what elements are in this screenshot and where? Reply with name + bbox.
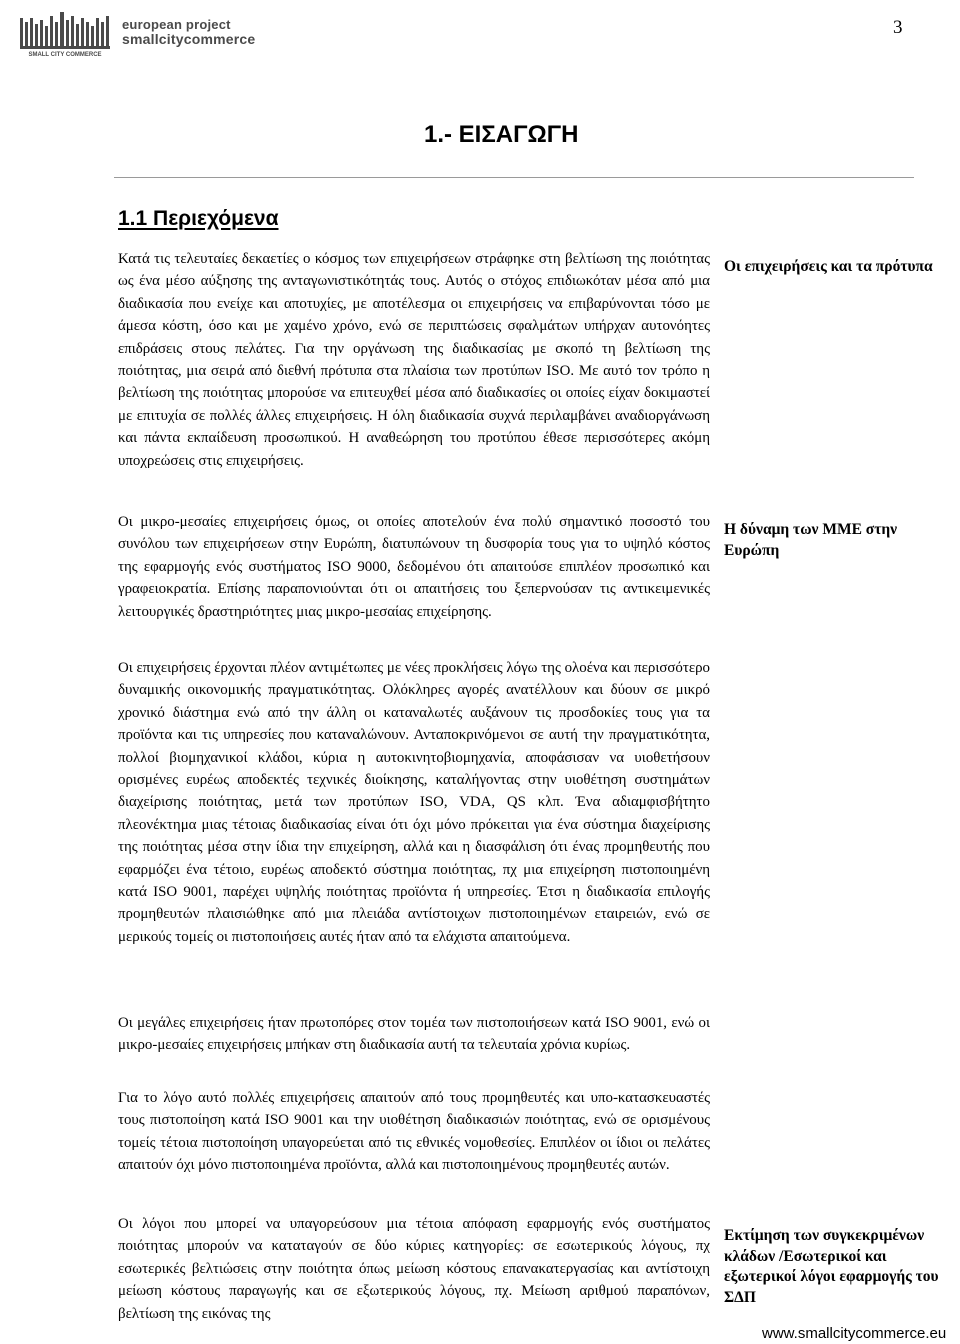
logo-line-2: smallcitycommerce	[122, 31, 256, 47]
project-logo	[20, 12, 114, 58]
logo-line-1: european project	[122, 17, 231, 32]
logo-text	[122, 17, 255, 47]
title-divider	[114, 177, 914, 178]
footer-url: www.smallcitycommerce.eu	[762, 1325, 947, 1342]
body-paragraph-3: Οι επιχειρήσεις έρχονται πλέον αντιμέτωπες με νέες προκλήσεις λόγω της ολοένα και περισσότερο δυναμικής οικονομικής πραγματικότητας. Ολόκληρες αγορές ανατέλλουν και δύουν σε μικρό χρονικό διάστημα ενώ από την άλλη οι καταναλωτές αυξάνουν τις προσδοκίες τους για τα προϊόντα και τις υπηρεσίες που καταναλώνουν. Ανταποκρινόμενοι σε αυτή την πραγματικότητα, πολλοί βιομηχανικοί κλάδοι, κύρια η αυτοκινητοβιομηχανία, αποφάσισαν να υιοθετήσουν ορισμένες ευρέως αποδεκτές τεχνικές διοίκησης, καταλήγοντας στην υιοθέτηση συστημάτων διαχείρισης ποιότητας, μετά των προτύπων ISO, VDA, QS κλπ. Ένα αδιαμφισβήτητο πλεονέκτημα μιας τέτοιας διαδικασίας είναι ότι όχι μόνο πρόκειται για ένα σύστημα διαχείρισης της ποιότητας μέσα στην ίδια την επιχείρηση, αλλά και η διασφάλιση ότι ένας προμηθευτής που εφαρμόζει ένα τέτοιο, ευρέως αποδεκτό σύστημα ποιότητας, πχ μια επιχείρηση πιστοποιημένη κατά ISO 9001, παρέχει υψηλής ποιότητας προϊόντα ή υπηρεσίες. Έτσι η διαδικασία επιλογής προμηθευτών πλαισιώθηκε από μια πλειάδα αντίστοιχων πιστοποιημένων εταιρειών, ενώ σε μερικούς τομείς οι πιστοποιήσεις αυτές ήταν από τα ελάχιστα απαιτούμενα.	[118, 660, 710, 945]
body-paragraph-5: Για το λόγο αυτό πολλές επιχειρήσεις απαιτούν από τους προμηθευτές και υπο-κατασκευαστές τους πιστοποίηση κατά ISO 9001 και την υιοθέτηση διαδικασιών ποιότητας, ενώ σε ορισμένους τομείς τέτοια πιστοποίηση υπαγορεύεται από τις εθνικές νομοθεσίες. Επιπλέον οι ίδιοι οι πελάτες απαιτούν όχι μόνο πιστοποιημένα προϊόντα, αλλά και πιστοποιημένους προμηθευτές αυτών.	[118, 1090, 710, 1174]
margin-note-reasons: Εκτίμηση των συγκεκριμένων κλάδων /Εσωτερικοί και εξωτερικοί λόγοι εφαρμογής του ΣΔΠ	[724, 1227, 939, 1306]
body-paragraph-4: Οι μεγάλες επιχειρήσεις ήταν πρωτοπόρες στον τομέα των πιστοποιήσεων κατά ISO 9001, ενώ οι μικρο-μεσαίες επιχειρήσεις μπήκαν στη διαδικασία αυτή τα τελευταία χρόνια κυρίως.	[118, 1015, 710, 1054]
margin-note-sme-power: Η δύναμη των ΜΜΕ στην Ευρώπη	[724, 521, 898, 559]
body-paragraph-1: Κατά τις τελευταίες δεκαετίες ο κόσμος των επιχειρήσεων στράφηκε στη βελτίωση της ποιότητας ως ένα μέσο αύξησης της ανταγωνιστικότητάς τους. Αυτός ο στόχος επιδιωκόταν μέσα από μια διαδικασία που ενείχε και αποτυχίες, με αποτέλεσμα οι επιχειρήσεις να επιβαρύνονται τόσο με άμεσα κόστη, όσο και με χαμένο χρόνο, ενώ σε περιπτώσεις σφαλμάτων υπήρχαν αυτονόητες επιδράσεις στους πελάτες. Για την οργάνωση της διαδικασίας με σκοπό τη βελτίωση της ποιότητας, μια σειρά από διεθνή πρότυπα στα πλαίσια των προτύπων ISO. Με αυτό τον τρόπο η βελτίωση της ποιότητας μπορούσε να επιτευχθεί μέσα από διαδικασίες οι οποίες είχαν δοκιμαστεί με επιτυχία σε πολλές άλλες επιχειρήσεις. Η όλη διαδικασία συχνά περιλαμβάνει αναδιοργάνωση και πάντα εκπαίδευση προσωπικού. Η αναθεώρηση του προτύπου έθεσε περισσότερες ακόμη υποχρεώσεις στις επιχειρήσεις.	[118, 251, 710, 469]
page-number: 3	[893, 17, 903, 38]
section-title: 1.1 Περιεχόμενα	[118, 207, 279, 230]
svg-text:SMALL CITY COMMERCE: SMALL CITY COMMERCE	[28, 52, 102, 58]
city-skyline-logo-icon	[20, 12, 114, 58]
body-paragraph-2: Οι μικρο-μεσαίες επιχειρήσεις όμως, οι οποίες αποτελούν ένα πολύ σημαντικό ποσοστό του συνόλου των επιχειρήσεων στην Ευρώπη, διατυπώνουν τη δυσφορία τους για το υψηλό κόστος της εφαρμογής ενός συστήματος ISO 9000, δεδομένου ότι απαιτούσε επιπλέον προσωπικό και γραφειοκρατία. Επίσης παραπονιούνται ότι οι απαιτήσεις του ξεπερνούσαν τις αντικειμενικές λειτουργικές δραστηριότητες μιας μικρο-μεσαίας επιχείρησης.	[118, 514, 710, 620]
margin-note-standards: Οι επιχειρήσεις και τα πρότυπα	[724, 258, 933, 275]
body-paragraph-6: Οι λόγοι που μπορεί να υπαγορεύσουν μια τέτοια απόφαση εφαρμογής ενός συστήματος ποιότητας μπορούν να καταταγούν σε δύο κύριες κατηγορίες: σε εσωτερικούς λόγους, πχ εσωτερικές βελτιώσεις στην ποιότητα όπως μείωση κόστους επανακατεργασίας και αντίστοιχη μείωση κόστους παραγωγής και σε εξωτερικούς λόγους, πχ. Μείωση αριθμού παραπόνων, βελτίωση της εικόνας της	[118, 1216, 710, 1322]
chapter-title: 1.- ΕΙΣΑΓΩΓΗ	[424, 121, 579, 148]
